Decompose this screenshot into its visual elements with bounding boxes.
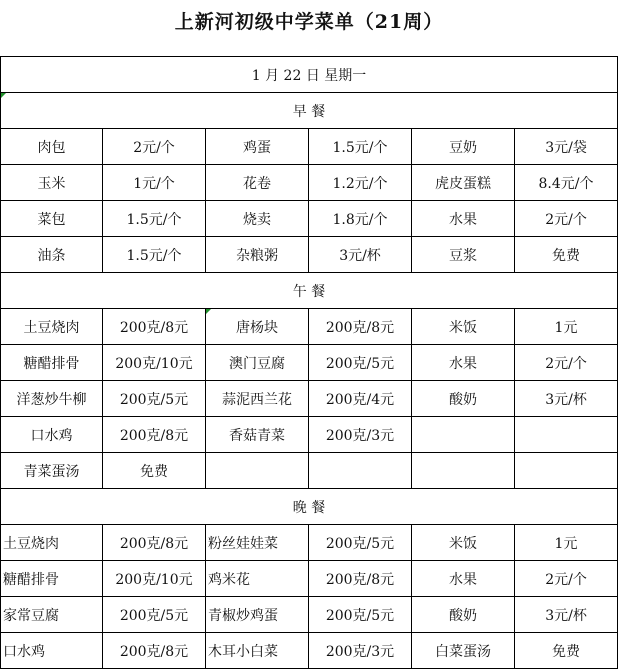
cell-text: 200克/8元 <box>325 571 395 588</box>
dish-price-cell <box>309 561 412 597</box>
dish-price-cell <box>103 201 206 237</box>
dish-price-cell <box>515 129 618 165</box>
dish-price-cell <box>309 345 412 381</box>
dish-price-cell <box>103 129 206 165</box>
cell-text: 200克/8元 <box>119 535 189 552</box>
dish-name-cell <box>1 201 103 237</box>
dish-price-cell <box>103 381 206 417</box>
date-row <box>1 57 618 93</box>
dish-price-cell <box>309 309 412 345</box>
dish-name-cell <box>412 165 515 201</box>
dish-price-cell <box>309 417 412 453</box>
cell-text: 3元/杯 <box>339 247 381 264</box>
dish-name-cell <box>206 129 309 165</box>
dish-name-cell <box>1 597 103 633</box>
cell-text: 口水鸡 <box>3 643 45 660</box>
dish-name-cell <box>412 633 515 669</box>
dish-name-cell <box>412 129 515 165</box>
dish-name-cell <box>1 381 103 417</box>
cell-text: 2元/个 <box>545 355 587 372</box>
cell-text: 水果 <box>449 355 477 372</box>
cell-text: 1.2元/个 <box>332 175 388 192</box>
dish-name-cell <box>412 201 515 237</box>
table-row <box>1 345 618 381</box>
table-row <box>1 525 618 561</box>
lunch-heading <box>1 273 618 309</box>
dish-name-cell <box>412 309 515 345</box>
dish-price-cell <box>103 417 206 453</box>
breakfast-heading-text: 早 餐 <box>292 103 326 120</box>
cell-text: 花卷 <box>243 175 271 192</box>
date-cell: 1 月 22 日 星期一 <box>1 57 618 93</box>
cell-text: 青椒炒鸡蛋 <box>208 607 278 624</box>
cell-text: 澳门豆腐 <box>229 355 285 372</box>
cell-text: 2元/个 <box>133 139 175 156</box>
cell-text: 米饭 <box>449 319 477 336</box>
dish-price-cell <box>515 237 618 273</box>
dish-price-cell <box>103 561 206 597</box>
cell-text: 200克/8元 <box>325 319 395 336</box>
cell-text: 洋葱炒牛柳 <box>16 391 87 408</box>
cell-text: 鸡米花 <box>208 571 250 588</box>
dish-name-cell <box>206 237 309 273</box>
dish-name-cell <box>1 561 103 597</box>
cell-text: 土豆烧肉 <box>3 535 59 552</box>
dish-name-cell <box>1 633 103 669</box>
cell-text: 1元/个 <box>133 175 175 192</box>
breakfast-heading-row <box>1 93 618 129</box>
cell-text: 土豆烧肉 <box>23 319 80 336</box>
cell-text: 8.4元/个 <box>538 175 594 192</box>
cell-text: 唐杨块 <box>236 319 278 336</box>
dish-name-cell <box>412 237 515 273</box>
cell-text: 木耳小白菜 <box>208 643 278 660</box>
cell-text: 酸奶 <box>449 391 477 408</box>
dish-name-cell <box>1 525 103 561</box>
dinner-heading-row <box>1 489 618 525</box>
table-row <box>1 453 618 489</box>
lunch-heading-text: 午 餐 <box>292 283 326 300</box>
dish-price-cell <box>515 453 618 489</box>
dish-price-cell <box>309 237 412 273</box>
menu-table <box>0 56 618 669</box>
dish-name-cell <box>412 381 515 417</box>
cell-text: 200克/4元 <box>325 391 395 408</box>
cell-text: 200克/3元 <box>325 643 395 660</box>
dish-price-cell <box>103 345 206 381</box>
dish-price-cell <box>309 201 412 237</box>
cell-text: 豆奶 <box>449 139 477 156</box>
dish-price-cell <box>309 633 412 669</box>
dish-name-cell <box>206 597 309 633</box>
dish-price-cell <box>309 453 412 489</box>
cell-text: 香菇青菜 <box>229 427 285 444</box>
table-row <box>1 561 618 597</box>
table-row <box>1 633 618 669</box>
cell-text: 糖醋排骨 <box>23 355 80 372</box>
dish-name-cell <box>1 129 103 165</box>
cell-text: 杂粮粥 <box>236 247 278 264</box>
cell-text: 200克/8元 <box>119 643 189 660</box>
dish-name-cell <box>206 381 309 417</box>
dish-price-cell <box>103 633 206 669</box>
table-row <box>1 597 618 633</box>
dish-price-cell <box>515 633 618 669</box>
dish-name-cell <box>206 633 309 669</box>
table-row <box>1 417 618 453</box>
table-row <box>1 381 618 417</box>
cell-text: 1.5元/个 <box>332 139 388 156</box>
cell-text: 油条 <box>37 247 66 264</box>
table-row <box>1 201 618 237</box>
cell-text: 口水鸡 <box>30 427 73 444</box>
cell-text: 200克/5元 <box>325 355 395 372</box>
cell-text: 1.8元/个 <box>332 211 388 228</box>
dish-price-cell <box>515 345 618 381</box>
cell-text: 糖醋排骨 <box>3 571 59 588</box>
dish-price-cell <box>103 597 206 633</box>
table-row <box>1 129 618 165</box>
dish-price-cell <box>515 381 618 417</box>
dinner-heading <box>1 489 618 525</box>
dish-name-cell <box>206 165 309 201</box>
cell-text: 家常豆腐 <box>3 607 59 624</box>
table-row <box>1 309 618 345</box>
cell-text: 1.5元/个 <box>126 247 182 264</box>
dish-price-cell <box>103 309 206 345</box>
cell-text: 200克/8元 <box>119 319 189 336</box>
dish-price-cell <box>309 381 412 417</box>
dish-name-cell <box>206 453 309 489</box>
dish-price-cell <box>515 309 618 345</box>
dish-name-cell <box>206 417 309 453</box>
dish-name-cell <box>1 417 103 453</box>
cell-text: 200克/5元 <box>119 391 189 408</box>
cell-text: 1.5元/个 <box>126 211 182 228</box>
dish-price-cell <box>515 561 618 597</box>
dish-price-cell <box>103 453 206 489</box>
cell-text: 200克/5元 <box>325 607 395 624</box>
cell-text: 1元 <box>554 319 578 336</box>
dish-name-cell <box>1 309 103 345</box>
cell-text: 玉米 <box>37 175 66 192</box>
dish-name-cell <box>412 345 515 381</box>
dish-name-cell <box>412 417 515 453</box>
cell-text: 1元 <box>554 535 578 552</box>
dish-name-cell <box>412 561 515 597</box>
dish-name-cell <box>206 561 309 597</box>
dish-name-cell <box>412 453 515 489</box>
cell-text: 免费 <box>552 643 581 660</box>
cell-text: 3元/杯 <box>545 391 587 408</box>
menu-title: 上新河初级中学菜单（21周） <box>174 10 444 33</box>
cell-text: 水果 <box>449 211 477 228</box>
table-row <box>1 165 618 201</box>
dish-price-cell <box>515 201 618 237</box>
dish-price-cell <box>309 165 412 201</box>
dish-price-cell <box>515 165 618 201</box>
dish-name-cell <box>1 165 103 201</box>
dinner-heading-text: 晚 餐 <box>292 499 326 516</box>
dish-name-cell <box>1 453 103 489</box>
cell-text: 200克/8元 <box>119 427 189 444</box>
dish-price-cell <box>103 525 206 561</box>
cell-text: 粉丝娃娃菜 <box>208 535 278 552</box>
cell-text: 200克/5元 <box>325 535 395 552</box>
cell-text: 烧卖 <box>243 211 271 228</box>
cell-text: 肉包 <box>37 139 66 156</box>
dish-price-cell <box>515 417 618 453</box>
cell-text: 免费 <box>552 247 581 264</box>
dish-name-cell <box>206 345 309 381</box>
dish-name-cell <box>206 525 309 561</box>
cell-text: 米饭 <box>449 535 477 552</box>
dish-price-cell <box>309 525 412 561</box>
cell-text: 鸡蛋 <box>243 139 271 156</box>
lunch-heading-row <box>1 273 618 309</box>
dish-price-cell <box>103 165 206 201</box>
dish-name-cell <box>412 597 515 633</box>
cell-text: 2元/个 <box>545 571 587 588</box>
dish-price-cell <box>515 525 618 561</box>
dish-price-cell <box>515 597 618 633</box>
dish-name-cell <box>206 309 309 345</box>
cell-text: 200克/3元 <box>325 427 395 444</box>
dish-name-cell <box>412 525 515 561</box>
cell-text: 免费 <box>140 463 168 480</box>
cell-text: 2元/个 <box>545 211 587 228</box>
cell-text: 虎皮蛋糕 <box>435 175 491 192</box>
cell-marker-icon <box>1 93 6 98</box>
cell-text: 蒜泥西兰花 <box>222 391 292 408</box>
cell-text: 白菜蛋汤 <box>435 643 491 660</box>
cell-text: 3元/杯 <box>545 607 587 624</box>
dish-price-cell <box>309 597 412 633</box>
cell-text: 200克/5元 <box>119 607 189 624</box>
cell-marker-icon <box>206 309 211 314</box>
dish-name-cell <box>206 201 309 237</box>
table-row <box>1 237 618 273</box>
breakfast-heading <box>1 93 618 129</box>
dish-price-cell <box>103 237 206 273</box>
cell-text: 菜包 <box>37 211 66 228</box>
cell-text: 水果 <box>449 571 477 588</box>
dish-price-cell <box>309 129 412 165</box>
cell-text: 200克/10元 <box>115 571 193 588</box>
cell-text: 酸奶 <box>449 607 477 624</box>
dish-name-cell <box>1 345 103 381</box>
cell-text: 200克/10元 <box>115 355 193 372</box>
cell-text: 豆浆 <box>449 247 477 264</box>
cell-text: 青菜蛋汤 <box>23 463 80 480</box>
cell-text: 3元/袋 <box>545 139 587 156</box>
dish-name-cell <box>1 237 103 273</box>
